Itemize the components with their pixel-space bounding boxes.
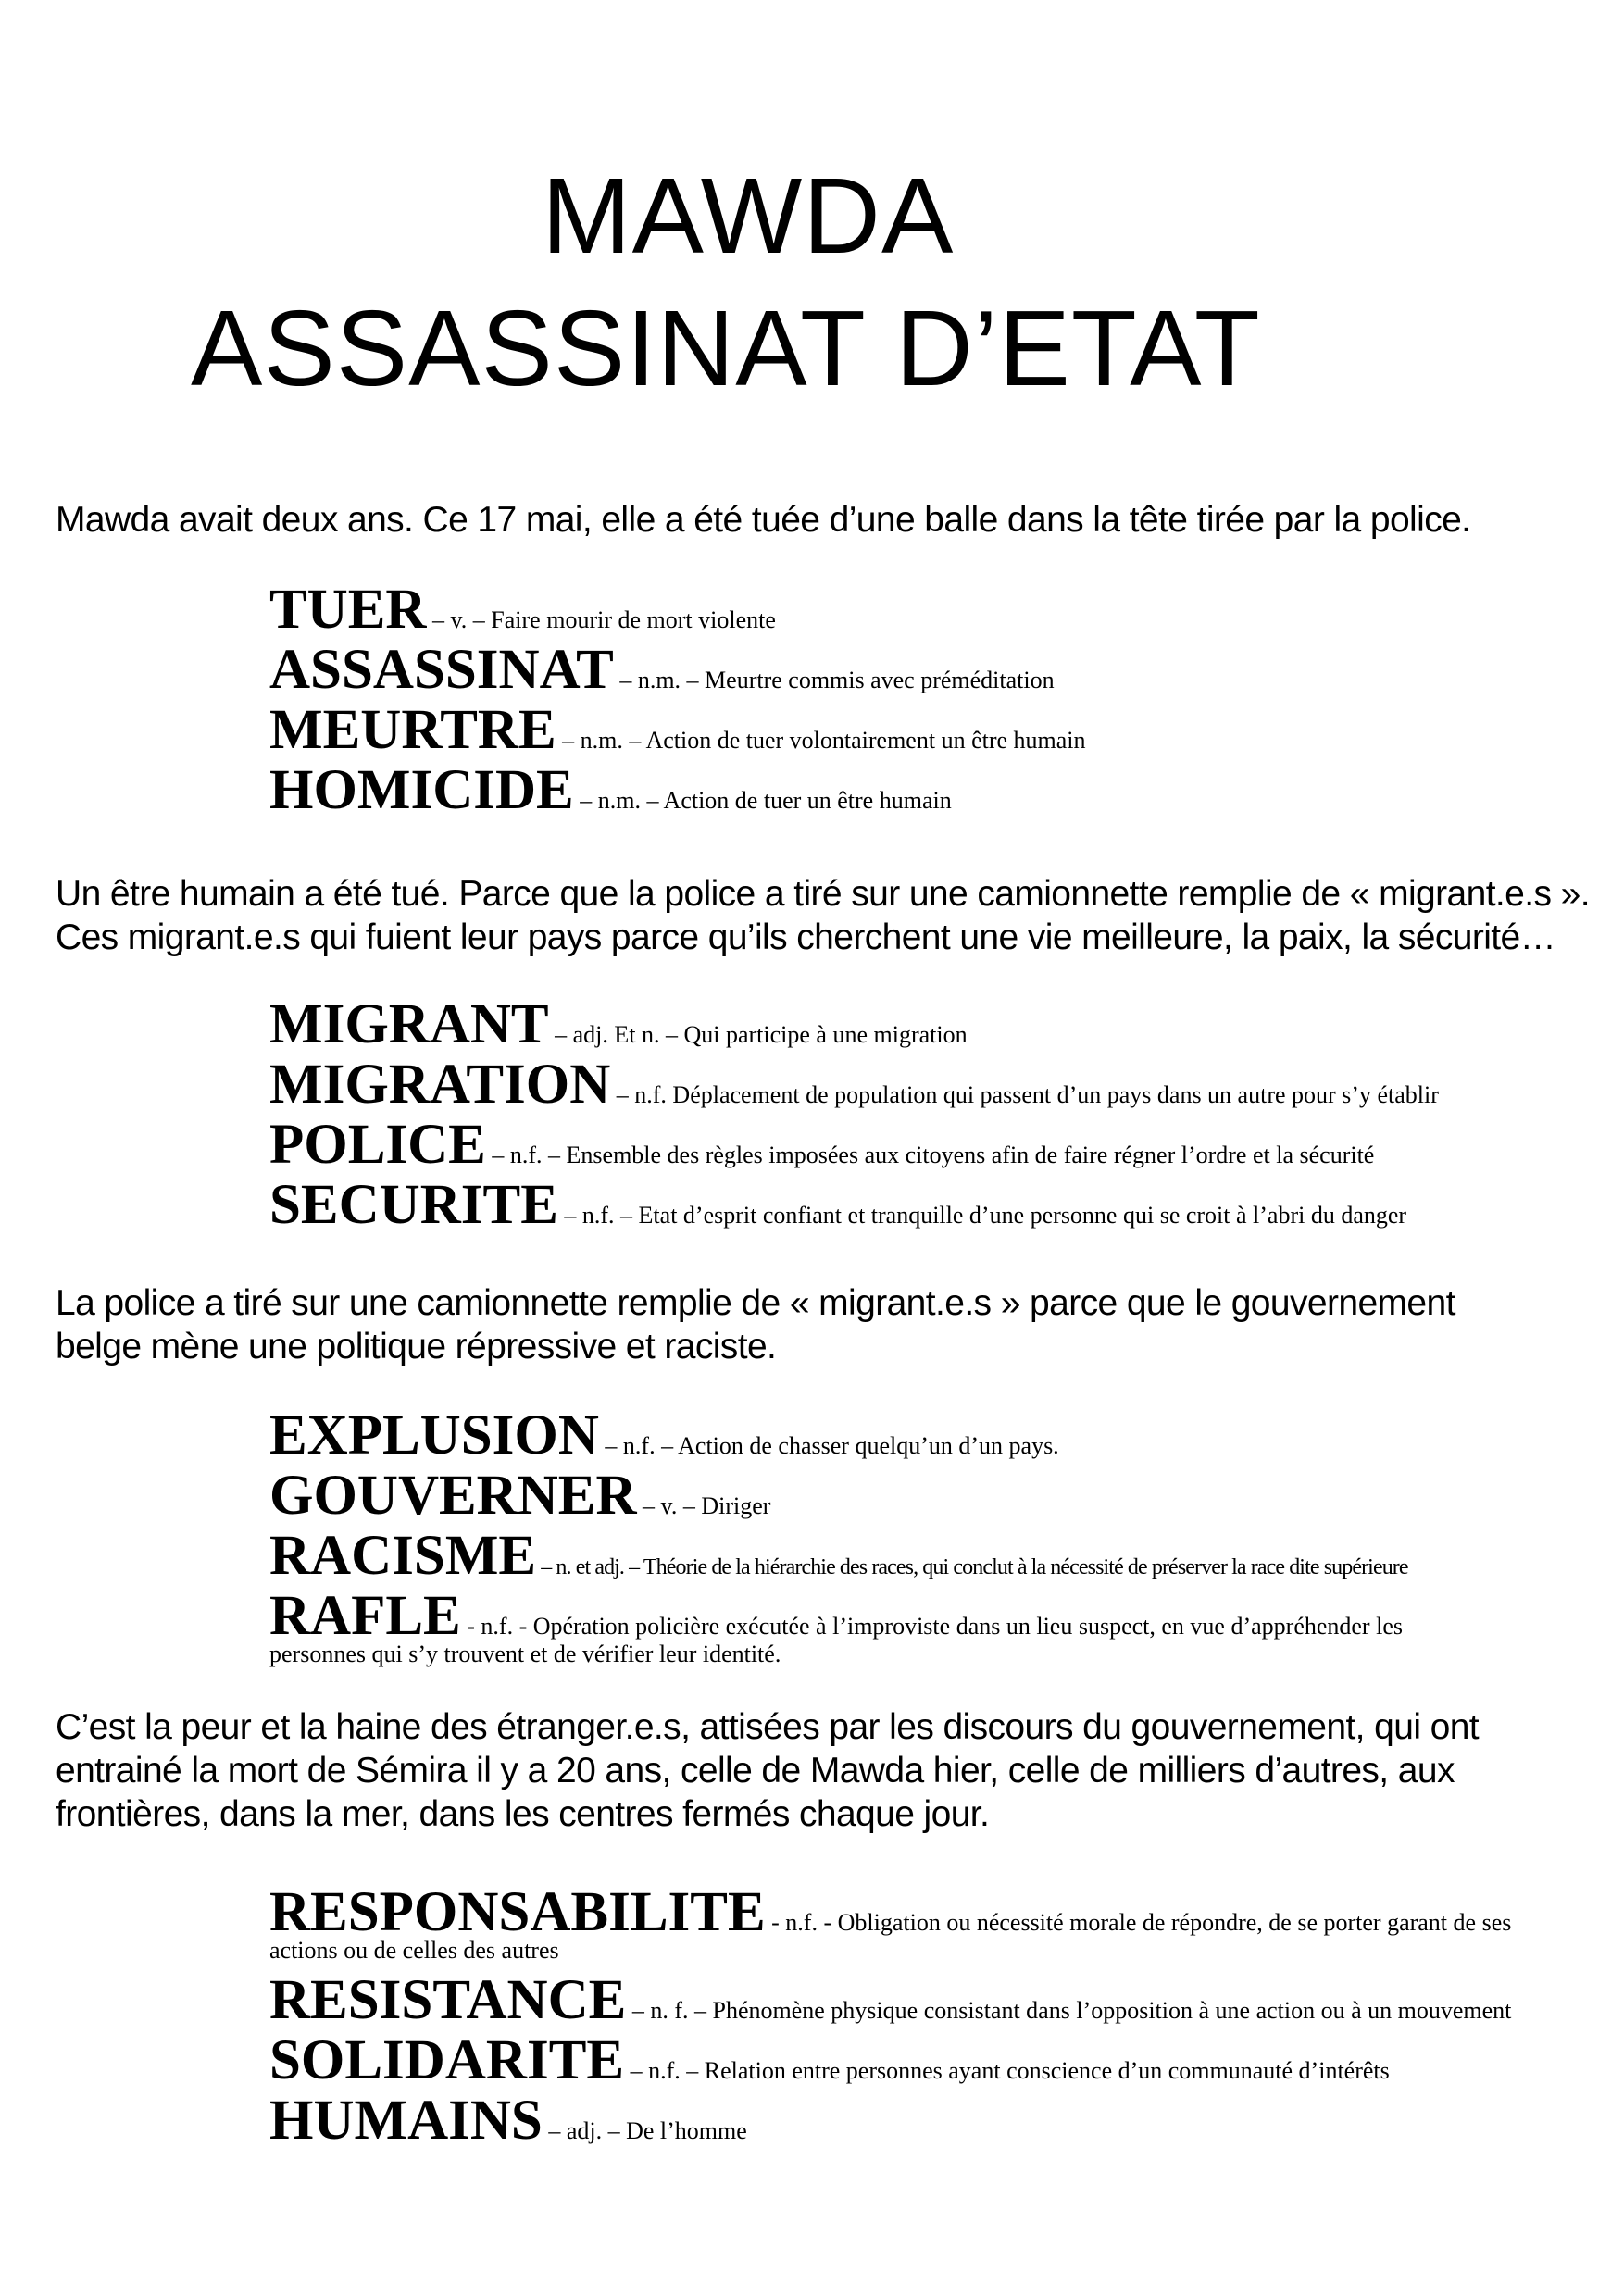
definition-text: – n.m. – Meurtre commis avec préméditation [613, 667, 1055, 693]
definition-explusion [269, 1404, 1603, 1467]
definition-term: RESPONSABILITE [269, 1881, 766, 1943]
definition-text: – v. – Diriger [636, 1492, 771, 1519]
definition-term: RAFLE [269, 1585, 461, 1647]
paragraph-line: entrainé la mort de Sémira il y a 20 ans, celle de Mawda hier, celle de milliers d’autres, aux [56, 1751, 1455, 1791]
definition-term: GOUVERNER [269, 1465, 637, 1527]
definition-text: – n.f. – Ensemble des règles imposées aux citoyens afin de faire régner l’ordre et la sécurité [485, 1142, 1375, 1168]
definition-text: - n.f. - Obligation ou nécessité morale de répondre, de se porter garant de ses [765, 1909, 1512, 1936]
paragraph-line: Un être humain a été tué. Parce que la police a tiré sur une camionnette remplie de « migrant.e.s ». [56, 874, 1590, 914]
definition-tuer [269, 581, 1603, 642]
definition-group-resistance [269, 1881, 1603, 2152]
definition-term: MIGRATION [269, 1054, 611, 1116]
definition-racisme [269, 1525, 1603, 1588]
definition-term: EXPLUSION [269, 1404, 599, 1466]
definition-responsabilite [269, 1881, 1603, 1965]
page-title-line-1: MAWDA [542, 156, 955, 276]
paragraph-line: frontières, dans la mer, dans les centres fermés chaque jour. [56, 1794, 990, 1834]
definition-migration [269, 1056, 1603, 1117]
definition-humains [269, 2092, 1603, 2152]
paragraph-migrants [56, 872, 1593, 959]
definition-securite [269, 1174, 1603, 1237]
definition-text: – adj. – De l’homme [542, 2117, 747, 2144]
definition-term: SECURITE [269, 1174, 558, 1236]
definition-rafle [269, 1585, 1603, 1668]
definition-term: SOLIDARITE [269, 2029, 625, 2091]
definition-gouverner [269, 1467, 1603, 1528]
definition-group-killing [269, 581, 1603, 822]
definition-term: HUMAINS [269, 2090, 543, 2152]
definition-police [269, 1114, 1603, 1177]
definition-text: – v. – Faire mourir de mort violente [426, 606, 776, 633]
definition-term: RESISTANCE [269, 1969, 627, 2031]
definition-term: POLICE [269, 1114, 486, 1176]
page-title-line-2: ASSASSINAT D’ETAT [191, 288, 1261, 408]
definition-homicide [269, 759, 1603, 822]
definition-meurtre [269, 699, 1603, 762]
definition-term: MIGRANT [269, 993, 549, 1055]
paragraph-government [56, 1281, 1593, 1368]
paragraph-line: belge mène une politique répressive et raciste. [56, 1327, 777, 1366]
definition-term: ASSASSINAT [269, 639, 614, 701]
definition-text-continued: actions ou de celles des autres [269, 1937, 559, 1964]
definition-text: – n.f. – Action de chasser quelqu’un d’un pays. [598, 1432, 1059, 1459]
definition-text: – adj. Et n. – Qui participe à une migration [548, 1021, 968, 1048]
definition-resistance [269, 1969, 1603, 2032]
paragraph-intro [56, 498, 1593, 542]
definition-text: – n.m. – Action de tuer un être humain [573, 787, 952, 814]
definition-text: – n. et adj. – Théorie de la hiérarchie des races, qui conclut à la nécessité de préserver la race dite supérieure [536, 1555, 1408, 1579]
definition-text: – n.f. Déplacement de population qui passent d’un pays dans un autre pour s’y établir [610, 1081, 1439, 1108]
definition-group-repression [269, 1404, 1603, 1668]
paragraph-line: Mawda avait deux ans. Ce 17 mai, elle a été tuée d’une balle dans la tête tirée par la police. [56, 500, 1471, 540]
definition-assassinat [269, 639, 1603, 702]
paragraph-line: La police a tiré sur une camionnette remplie de « migrant.e.s » parce que le gouvernement [56, 1283, 1455, 1323]
definition-term: MEURTRE [269, 699, 556, 761]
paragraph-line: C’est la peur et la haine des étranger.e.s, attisées par les discours du gouvernement, qui ont [56, 1707, 1480, 1747]
definition-term: TUER [269, 579, 427, 641]
definition-text: – n. f. – Phénomène physique consistant dans l’opposition à une action ou à un mouvement [626, 1997, 1512, 2024]
definition-solidarite [269, 2029, 1603, 2092]
definition-text: – n.f. – Etat d’esprit confiant et tranquille d’une personne qui se croit à l’abri du danger [557, 1202, 1407, 1229]
definition-term: RACISME [269, 1525, 537, 1587]
definition-term: HOMICIDE [269, 759, 574, 821]
definition-text: - n.f. - Opération policière exécutée à l’improviste dans un lieu suspect, en vue d’appréhender les [460, 1613, 1403, 1640]
definition-migrant [269, 993, 1603, 1056]
definition-group-migration [269, 993, 1603, 1237]
paragraph-line: Ces migrant.e.s qui fuient leur pays parce qu’ils cherchent une vie meilleure, la paix, la sécurité… [56, 917, 1555, 957]
paragraph-fear [56, 1705, 1593, 1836]
definition-text-continued: personnes qui s’y trouvent et de vérifier leur identité. [269, 1641, 781, 1667]
definition-text: – n.f. – Relation entre personnes ayant conscience d’un communauté d’intérêts [624, 2057, 1390, 2084]
definition-text: – n.m. – Action de tuer volontairement un être humain [556, 727, 1086, 754]
